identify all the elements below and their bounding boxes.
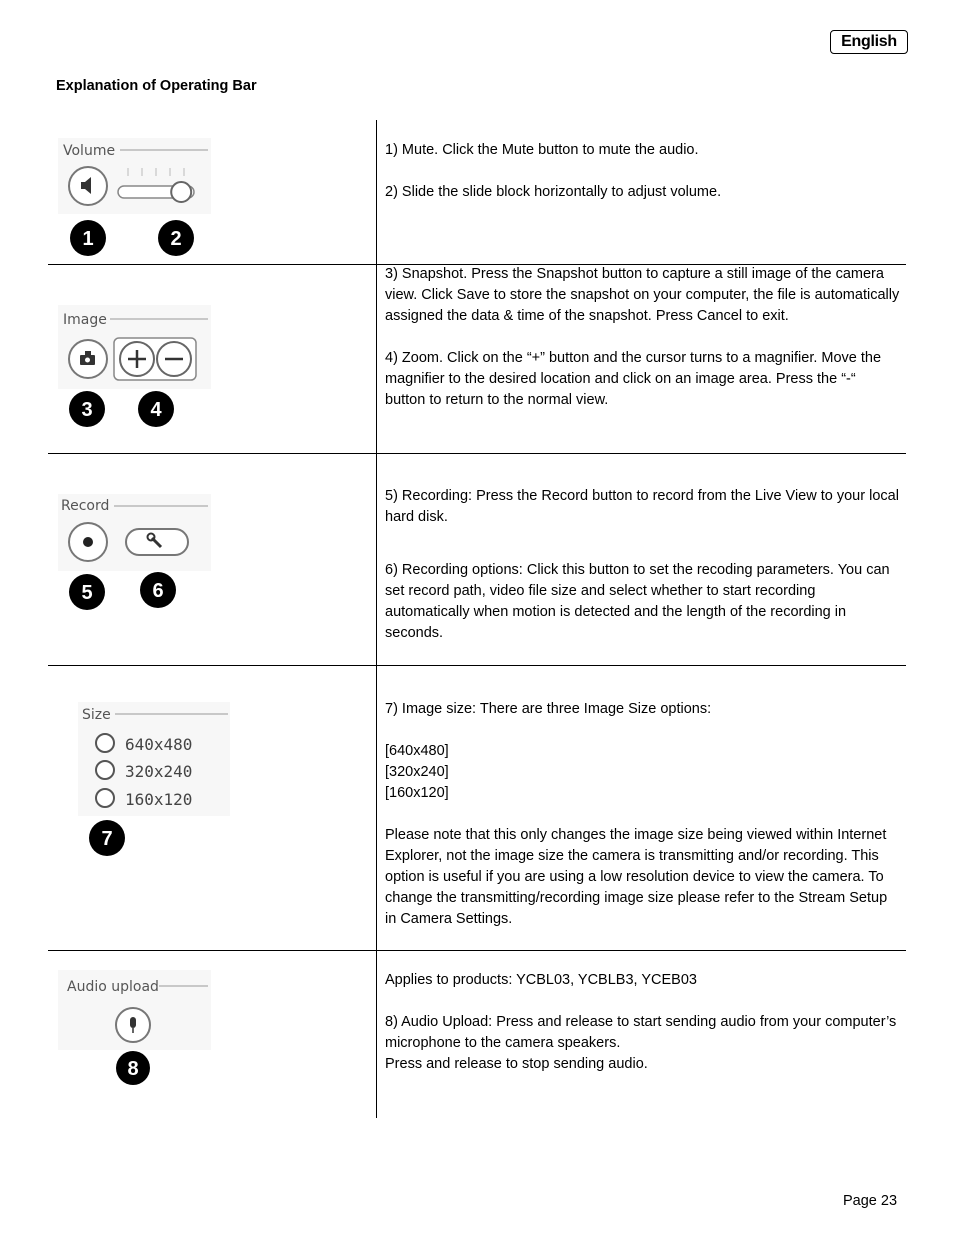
paragraph: 2) Slide the slide block horizontally to adjust volume. xyxy=(385,184,722,200)
paragraph: 1) Mute. Click the Mute button to mute the audio. xyxy=(385,142,699,158)
size-option-640x480[interactable] xyxy=(96,734,192,754)
size-control-figure xyxy=(78,702,238,860)
row-5-description xyxy=(385,970,900,1075)
record-group-label: Record xyxy=(61,498,110,514)
section-title: Explanation of Operating Bar xyxy=(56,78,257,94)
callout-number-2 xyxy=(158,220,194,256)
table-row-divider xyxy=(48,453,906,454)
svg-text:6: 6 xyxy=(152,580,164,602)
table-column-divider xyxy=(376,120,377,1118)
svg-text:320x240: 320x240 xyxy=(125,762,193,781)
zoom-out-button[interactable] xyxy=(157,342,191,376)
paragraph: [320x240] xyxy=(385,764,449,780)
record-control-figure xyxy=(58,494,218,612)
volume-group-label: Volume xyxy=(63,143,116,159)
size-option-320x240[interactable] xyxy=(96,761,192,781)
callout-number-1 xyxy=(70,220,106,256)
snapshot-button[interactable] xyxy=(69,340,107,378)
svg-text:2: 2 xyxy=(170,228,182,250)
audio-upload-control-figure xyxy=(58,970,218,1088)
svg-text:160x120: 160x120 xyxy=(125,790,193,809)
row-1-description xyxy=(385,140,900,203)
svg-text:7: 7 xyxy=(101,828,113,850)
volume-control-figure xyxy=(58,138,218,260)
record-button[interactable] xyxy=(69,523,107,561)
zoom-in-button[interactable] xyxy=(120,342,154,376)
svg-text:640x480: 640x480 xyxy=(125,735,193,754)
size-option-160x120[interactable] xyxy=(96,789,192,809)
paragraph: Press and release to stop sending audio. xyxy=(385,1056,648,1072)
row-4-description xyxy=(385,699,900,930)
row-3-description xyxy=(385,486,900,644)
svg-text:3: 3 xyxy=(81,399,93,421)
callout-number-6 xyxy=(140,572,176,608)
table-row-divider xyxy=(48,950,906,951)
paragraph: 4) Zoom. Click on the “+” button and the cursor turns to a magnifier. Move the magnifier to the desired location and click on an image area. Press the “-“ button to return to the normal view. xyxy=(385,350,882,408)
paragraph: [640x480] xyxy=(385,743,449,759)
callout-number-4 xyxy=(138,391,174,427)
recording-options-button[interactable] xyxy=(126,529,188,555)
paragraph: 3) Snapshot. Press the Snapshot button to capture a still image of the camera view. Click Save to store the snapshot on your computer, the file is automatically assigned the data & time of the snapshot. Press Cancel to exit. xyxy=(385,266,900,324)
paragraph: [160x120] xyxy=(385,785,449,801)
image-group-label: Image xyxy=(63,312,107,328)
paragraph: 7) Image size: There are three Image Size options: xyxy=(385,701,712,717)
paragraph: 5) Recording: Press the Record button to record from the Live View to your local hard disk. xyxy=(385,488,899,525)
callout-number-8 xyxy=(116,1051,150,1085)
svg-text:8: 8 xyxy=(127,1058,139,1080)
language-badge: English xyxy=(830,30,908,54)
record-dot-icon xyxy=(83,537,93,547)
audio-upload-group-label: Audio upload xyxy=(67,979,159,995)
svg-text:5: 5 xyxy=(81,582,93,604)
paragraph: 8) Audio Upload: Press and release to start sending audio from your computer’s microphone to the camera speakers. xyxy=(385,1014,897,1051)
paragraph: Please note that this only changes the image size being viewed within Internet Explorer, not the image size the camera is transmitting and/or recording. This option is useful if you are using a low resolution device to view the camera. To change the transmitting/recording image size please refer to the Stream Setup in Camera Settings. xyxy=(385,827,888,927)
volume-slider-knob[interactable] xyxy=(171,182,191,202)
paragraph: Applies to products: YCBL03, YCBLB3, YCEB03 xyxy=(385,972,697,988)
paragraph: 6) Recording options: Click this button to set the recoding parameters. You can set record path, video file size and select whether to start recording automatically when motion is detected and the length of the recording in seconds. xyxy=(385,562,890,641)
callout-number-3 xyxy=(69,391,105,427)
size-group-label: Size xyxy=(82,707,111,723)
page-number: Page 23 xyxy=(843,1193,898,1209)
mute-button[interactable] xyxy=(69,167,107,205)
table-row-divider xyxy=(48,665,906,666)
audio-upload-button[interactable] xyxy=(116,1008,150,1042)
callout-number-7 xyxy=(89,820,125,856)
svg-text:4: 4 xyxy=(150,399,162,421)
image-control-figure xyxy=(58,305,218,433)
row-2-description xyxy=(385,264,900,411)
svg-text:1: 1 xyxy=(82,228,94,250)
callout-number-5 xyxy=(69,574,105,610)
